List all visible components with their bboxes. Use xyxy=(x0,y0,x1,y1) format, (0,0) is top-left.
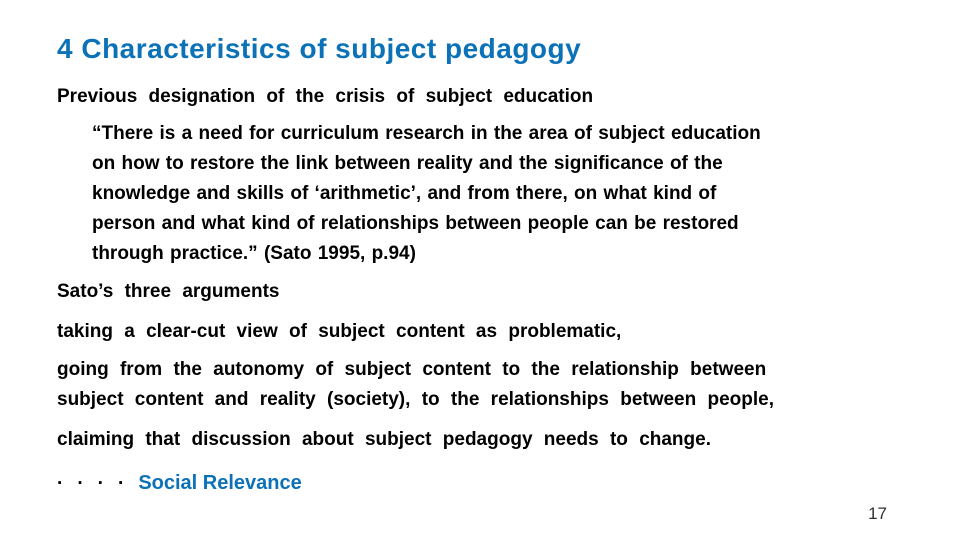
leading-dots: ···· xyxy=(57,473,139,494)
social-relevance-label: Social Relevance xyxy=(138,472,302,494)
sato-quote: “There is a need for curriculum research in the area of subject education on how to restore the link between reality and the significance of the knowledge and skills of ‘arithmetic’, and from there, on what kind of person and what kind of relationships between people can be restored through practice.” (Sato 1995, p.94) xyxy=(92,123,761,264)
crisis-heading: Previous designation of the crisis of subject education xyxy=(57,86,594,107)
page-number: 17 xyxy=(868,504,887,523)
argument-autonomy: going from the autonomy of subject content to the relationship between subject content and reality (society), to the relationships between people, xyxy=(57,359,775,410)
slide-body xyxy=(57,82,902,499)
slide-title: 4 Characteristics of subject pedagogy xyxy=(57,33,582,64)
argument-clear-cut: taking a clear-cut view of subject content as problematic, xyxy=(57,321,622,342)
sato-arguments-heading: Sato’s three arguments xyxy=(57,281,280,302)
argument-discussion-change: claiming that discussion about subject pedagogy needs to change. xyxy=(57,429,711,450)
conclusion-line xyxy=(57,468,902,499)
